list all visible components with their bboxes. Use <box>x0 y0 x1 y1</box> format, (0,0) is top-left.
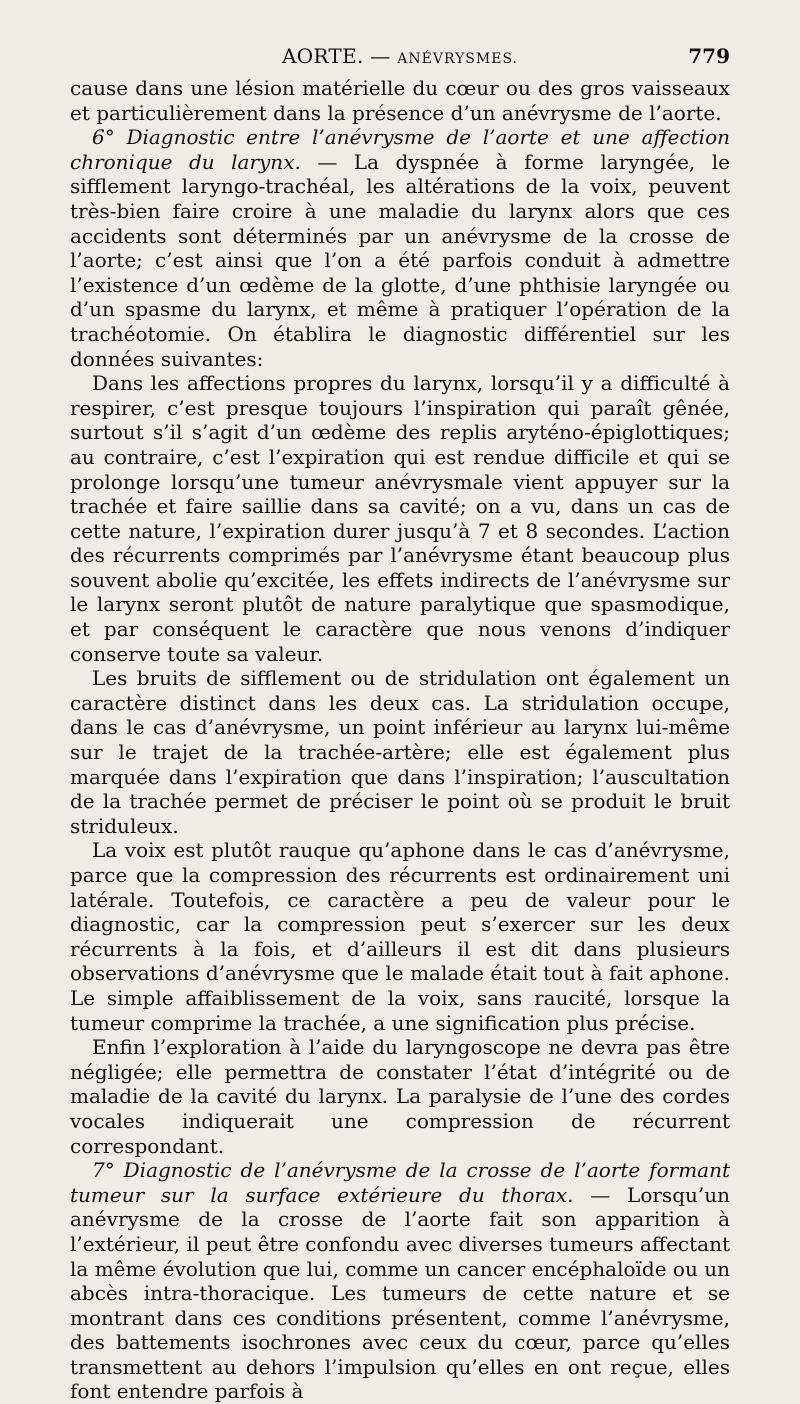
section-heading-7: 7° Diagnostic de l’anévrysme de la crosse de l’aorte formant tumeur sur la surface extérieure du thorax. <box>70 1158 730 1207</box>
paragraph-continued <box>70 76 730 125</box>
paragraph <box>70 1035 730 1158</box>
paragraph-text: — La dyspnée à forme laryngée, le sifflement laryngo-trachéal, les altérations de la voix, peuvent très-bien faire croire à une maladie du larynx alors que ces accidents sont déterminés par un anévrysme de la crosse de l’aorte; c’est ainsi que l’on a été parfois conduit à admettre l’existence d’un œdème de la glotte, d’une phthisie laryngée ou d’un spasme du larynx, et même à pratiquer l’opération de la trachéotomie. On établira le diagnostic différentiel sur les données suivantes: <box>70 149 730 371</box>
paragraph-diagnostic-7 <box>70 1158 730 1404</box>
paragraph-text: — Lorsqu’un anévrysme de la crosse de l’aorte fait son apparition à l’extérieur, il peut être confondu avec diverses tumeurs affectant la même évolution que lui, comme un cancer encéphaloïde ou un abcès intra-thoracique. Les tumeurs de cette nature et se montrant dans ces conditions présentent, comme l’anévrysme, des battements isochrones avec ceux du cœur, parce qu’elles transmettent au dehors l’impulsion qu’elles en ont reçue, elles font entendre parfois à <box>70 1182 730 1404</box>
paragraph-diagnostic-6 <box>70 125 730 371</box>
paragraph <box>70 666 730 838</box>
section-heading-6: 6° Diagnostic entre l’anévrysme de l’aorte et une affection chronique du larynx. <box>70 125 730 174</box>
page-number: 779 <box>688 44 730 68</box>
paragraph-text: Dans les affections propres du larynx, lorsqu’il y a difficulté à respirer, c’est presque toujours l’inspiration qui paraît gênée, surtout s’il s’agit d’un œdème des replis aryténo-épiglottiques; au contraire, c’est l’expiration qui est rendue difficile et qui se prolonge lorsqu’une tumeur anévrysmale vient appuyer sur la trachée et faire saillie dans sa cavité; on a vu, dans un cas de cette nature, l’expiration durer jusqu’à 7 et 8 secondes. L’action des récurrents comprimés par l’anévrysme étant beaucoup plus souvent abolie qu’excitée, les effets indirects de l’anévrysme sur le larynx seront plutôt de nature paralytique que spasmodique, et par conséquent le caractère que nous venons d’indiquer conserve toute sa valeur. <box>70 371 730 666</box>
running-head <box>70 44 730 74</box>
running-title-main: AORTE. — <box>281 44 391 68</box>
running-title-sub: ANÉVRYSMES. <box>397 51 518 67</box>
body-text <box>70 76 730 1404</box>
running-title <box>70 44 730 68</box>
paragraph-text: La voix est plutôt rauque qu’aphone dans le cas d’anévrysme, parce que la compression des récurrents est ordinairement uni latérale. Toutefois, ce caractère a peu de valeur pour le diagnostic, car la compression peut s’exercer sur les deux récurrents à la fois, et d’ailleurs il est dit dans plusieurs observations d’anévrysme que le malade était tout à fait aphone. Le simple affaiblissement de la voix, sans raucité, lorsque la tumeur comprime la trachée, a une signification plus précise. <box>70 838 730 1035</box>
paragraph <box>70 838 730 1035</box>
paragraph <box>70 371 730 666</box>
paragraph-text: cause dans une lésion matérielle du cœur ou des gros vaisseaux et particulièrement dans la présence d’un anévrysme de l’aorte. <box>70 76 730 125</box>
paragraph-text: Enfin l’exploration à l’aide du laryngoscope ne devra pas être négligée; elle permettra de constater l’état d’intégrité ou de maladie de la cavité du larynx. La paralysie de l’une des cordes vocales indiquerait une compression de récurrent correspondant. <box>70 1035 730 1158</box>
paragraph-text: Les bruits de sifflement ou de stridulation ont également un caractère distinct dans les deux cas. La stridulation occupe, dans le cas d’anévrysme, un point inférieur au larynx lui-même sur le trajet de la trachée-artère; elle est également plus marquée dans l’expiration que dans l’inspiration; l’auscultation de la trachée permet de préciser le point où se produit le bruit striduleux. <box>70 666 730 838</box>
